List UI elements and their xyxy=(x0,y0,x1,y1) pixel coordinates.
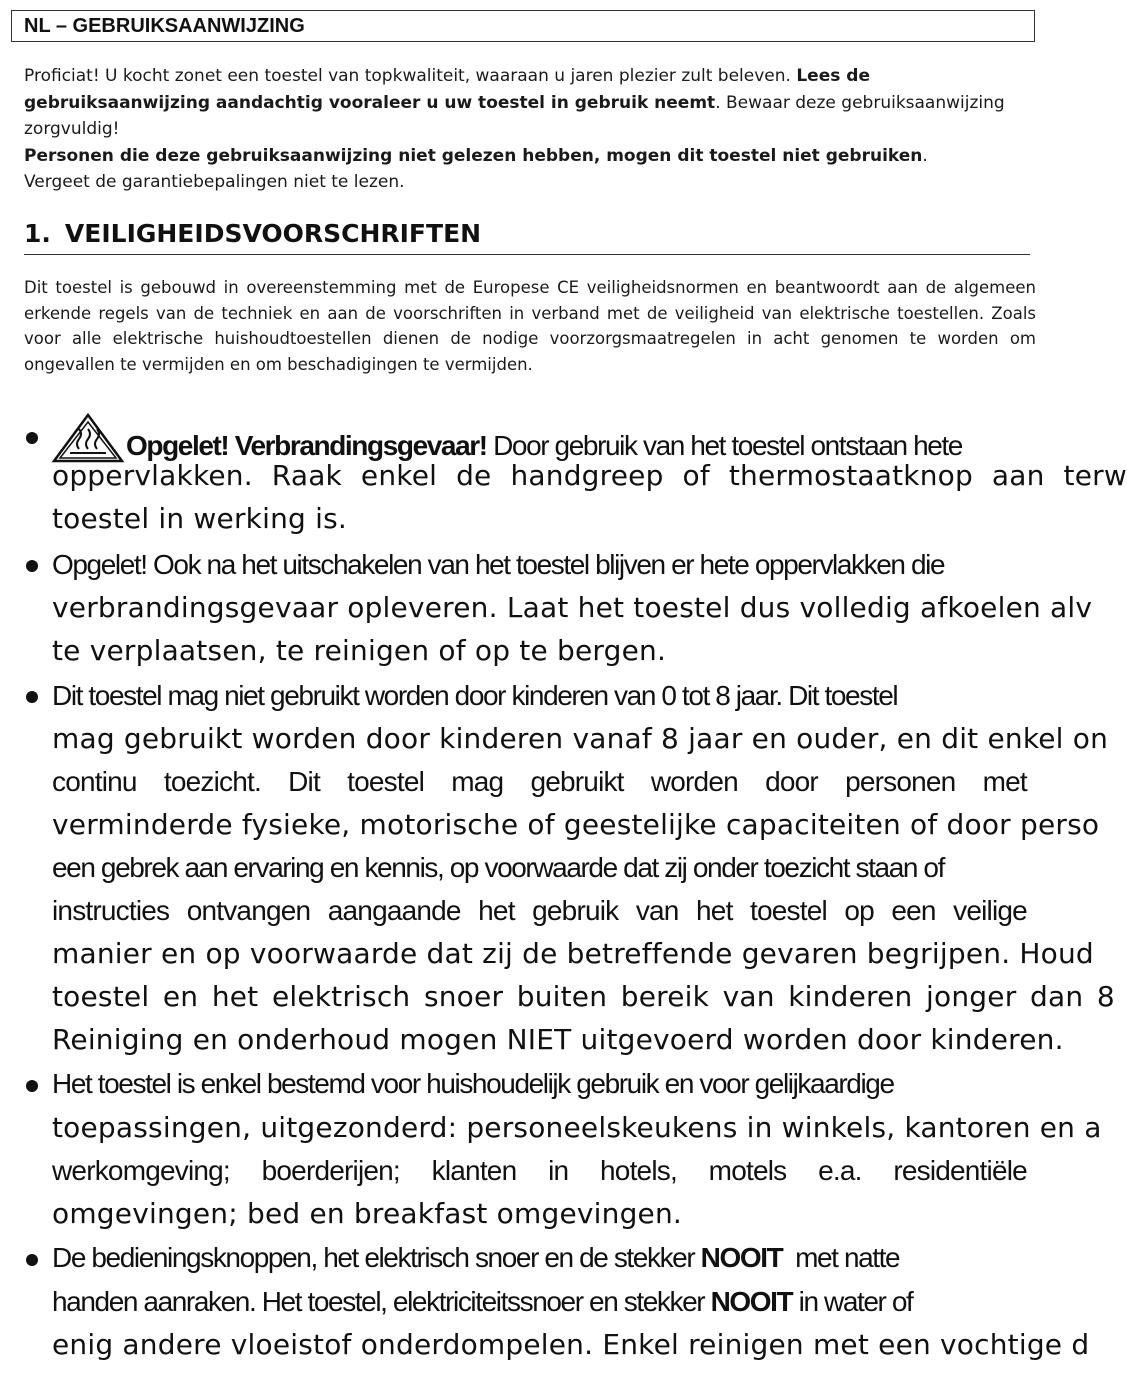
bullet-5-line-2: handen aanraken. Het toestel, elektriciteitssnoer en stekker NOOIT in water of xyxy=(52,1286,913,1317)
section-number: 1. xyxy=(24,219,51,248)
bullet-dot xyxy=(26,1080,38,1092)
bullet-1-line-3: toestel in werking is. xyxy=(52,502,347,535)
bullet-3-line-2: mag gebruikt worden door kinderen vanaf 8 jaar en ouder, en dit enkel on xyxy=(52,722,1109,755)
language-title: NL – GEBRUIKSAANWIJZING xyxy=(24,15,305,37)
intro-text xyxy=(24,63,1034,196)
bullet-4-line-3: werkomgeving; boerderijen; klanten in hotels, motels e.a. residentiële xyxy=(52,1155,1027,1186)
bullet-dot xyxy=(26,691,38,703)
bullet-5-line-3: enig andere vloeistof onderdompelen. Enkel reinigen met een vochtige d xyxy=(52,1328,1090,1361)
bullet-3-line-3: continu toezicht. Dit toestel mag gebruikt worden door personen met xyxy=(52,766,1027,797)
bullet-5-line-1: De bedieningsknoppen, het elektrisch snoer en de stekker NOOIT met natte xyxy=(52,1242,900,1273)
bullet-1-line-1: Opgelet! Verbrandingsgevaar! Door gebruik van het toestel ontstaan hete xyxy=(52,413,962,467)
bullet-3-line-4: verminderde fysieke, motorische of geestelijke capaciteiten of door perso xyxy=(52,808,1100,841)
bullet-4-line-1: Het toestel is enkel bestemd voor huishoudelijk gebruik en voor gelijkaardige xyxy=(52,1068,894,1099)
bullet-1-line-2: oppervlakken. Raak enkel de handgreep of thermostaatknop aan terw xyxy=(52,459,1127,492)
section-title: VEILIGHEIDSVOORSCHRIFTEN xyxy=(64,219,482,248)
bullet-3-line-5: een gebrek aan ervaring en kennis, op voorwaarde dat zij onder toezicht staan of xyxy=(52,852,944,883)
bullet-2-line-3: te verplaatsen, te reinigen of op te bergen. xyxy=(52,634,667,667)
bullet-4-line-2: toepassingen, uitgezonderd: personeelskeukens in winkels, kantoren en a xyxy=(52,1111,1102,1144)
section-intro: Dit toestel is gebouwd in overeenstemming met de Europese CE veiligheidsnormen en beantwoordt aan de algemeen erkende regels van de techniek en aan de voorschriften in verband met de veiligheid van elektrische toestellen. Zoals voor alle elektrische huishoudtoestellen dienen de nodige voorzorgsmaatregelen in acht genomen te worden om ongevallen te vermijden en om beschadigingen te vermijden. xyxy=(24,278,1036,374)
bullet-2-line-2: verbrandingsgevaar opleveren. Laat het toestel dus volledig afkoelen alv xyxy=(52,591,1093,624)
bullet-3-line-9: Reiniging en onderhoud mogen NIET uitgevoerd worden door kinderen. xyxy=(52,1023,1064,1056)
bullet-3-line-1: Dit toestel mag niet gebruikt worden door kinderen van 0 tot 8 jaar. Dit toestel xyxy=(52,680,898,711)
section-heading xyxy=(24,217,1030,255)
intro-paragraph-3: Vergeet de garantiebepalingen niet te lezen. xyxy=(24,172,405,192)
bullet-2-line-1: Opgelet! Ook na het uitschakelen van het toestel blijven er hete oppervlakken die xyxy=(52,549,945,580)
intro-paragraph-2: Personen die deze gebruiksaanwijzing niet gelezen hebben, mogen dit toestel niet gebruiken. xyxy=(24,145,928,166)
bullet-dot xyxy=(26,1254,38,1266)
bullet-dot xyxy=(26,560,38,572)
language-header xyxy=(11,10,1035,42)
intro-paragraph-1: Proficiat! U kocht zonet een toestel van topkwaliteit, waaraan u jaren plezier zult beleven. Lees de gebruiksaanwijzing aandachtig vooraleer u uw toestel in gebruik neemt. Bewaar deze gebruiksaanwijzing zorgvuldig! xyxy=(24,66,1005,139)
bullet-3-line-6: instructies ontvangen aangaande het gebruik van het toestel op een veilige xyxy=(52,895,1027,926)
safety-bullet-list xyxy=(0,395,1127,1376)
bullet-4-line-4: omgevingen; bed en breakfast omgevingen. xyxy=(52,1197,683,1230)
bullet-3-line-8: toestel en het elektrisch snoer buiten bereik van kinderen jonger dan 8 xyxy=(52,980,1115,1013)
bullet-dot xyxy=(26,432,38,444)
bullet-3-line-7: manier en op voorwaarde dat zij de betreffende gevaren begrijpen. Houd xyxy=(52,937,1094,970)
